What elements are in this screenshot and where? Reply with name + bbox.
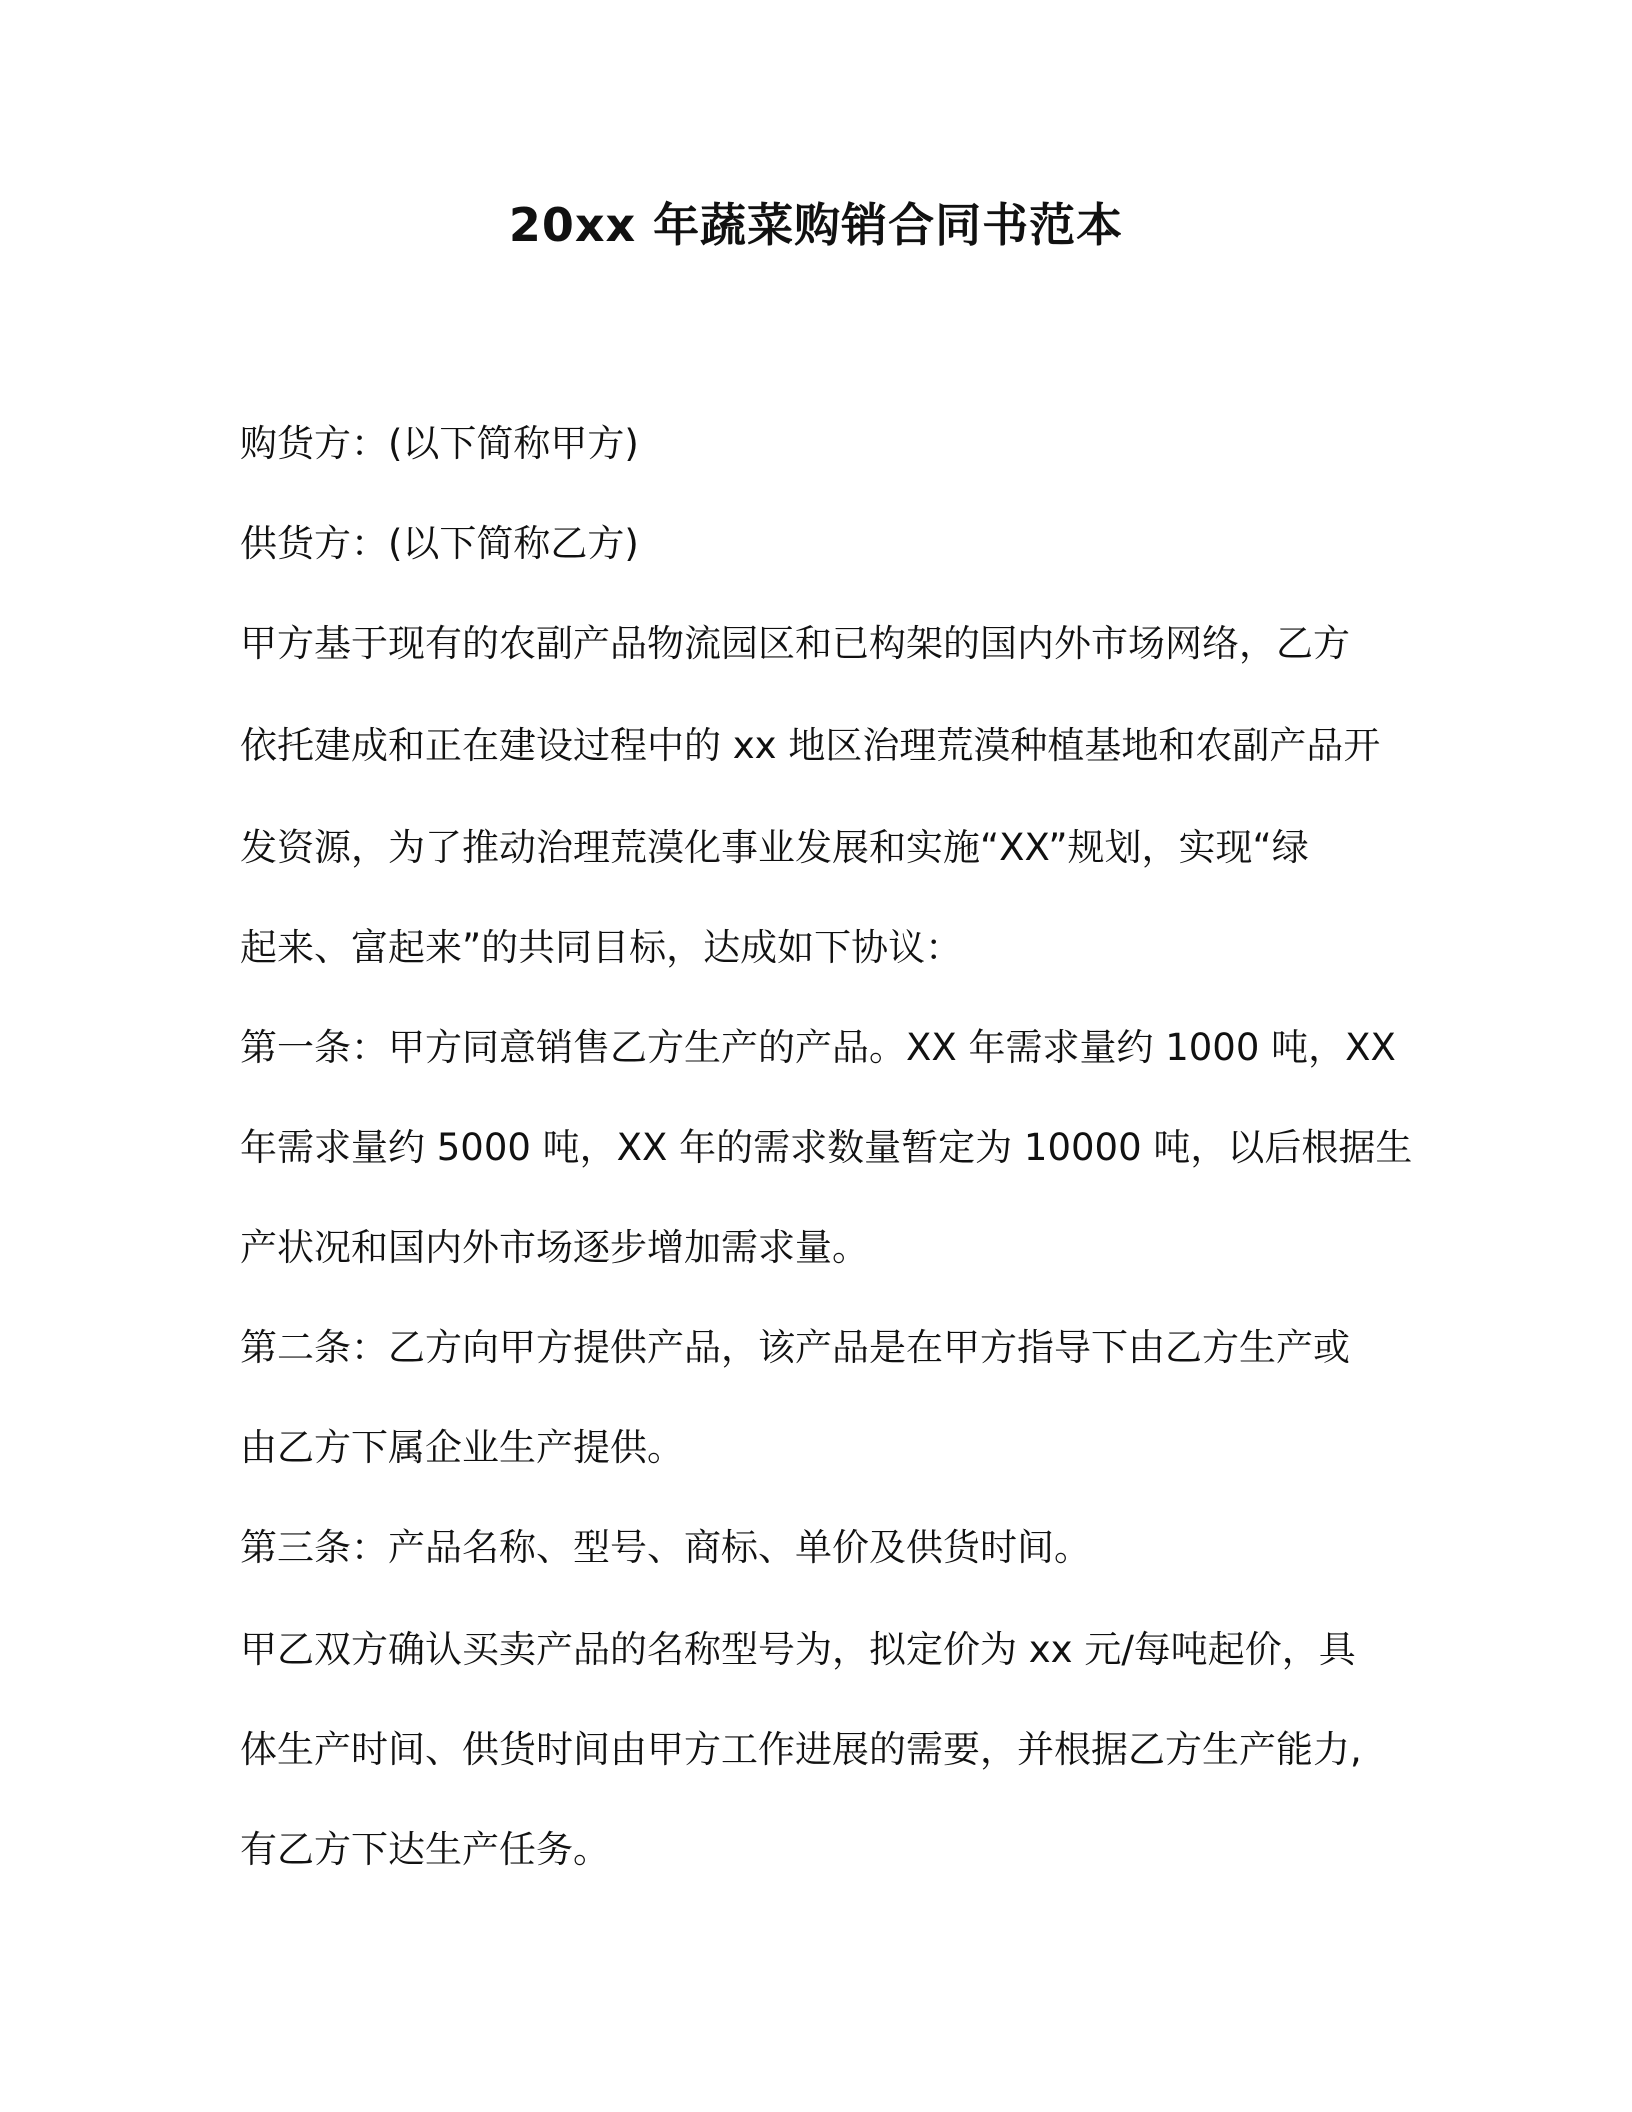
text-line-article-1: 第一条：甲方同意销售乙方生产的产品。XX 年需求量约 1000 吨，XX	[240, 1026, 1396, 1069]
text-line: 依托建成和正在建设过程中的 xx 地区治理荒漠种植基地和农副产品开	[240, 724, 1381, 767]
text-line: 由乙方下属企业生产提供。	[240, 1426, 684, 1469]
text-line-seller: 供货方：(以下简称乙方)	[240, 522, 639, 565]
text-line-article-3: 第三条：产品名称、型号、商标、单价及供货时间。	[240, 1526, 1091, 1569]
text-line: 体生产时间、供货时间由甲方工作进展的需要，并根据乙方生产能力,	[240, 1728, 1362, 1771]
text-line-buyer: 购货方：(以下简称甲方)	[240, 422, 639, 465]
text-line: 起来、富起来”的共同目标，达成如下协议：	[240, 926, 963, 969]
document-title: 20xx 年蔬菜购销合同书范本	[508, 198, 1124, 252]
text-line: 年需求量约 5000 吨，XX 年的需求数量暂定为 10000 吨，以后根据生	[240, 1126, 1413, 1169]
text-line: 产状况和国内外市场逐步增加需求量。	[240, 1226, 869, 1269]
text-line-article-2: 第二条：乙方向甲方提供产品，该产品是在甲方指导下由乙方生产或	[240, 1326, 1350, 1369]
text-line: 发资源，为了推动治理荒漠化事业发展和实施“XX”规划，实现“绿	[240, 826, 1309, 869]
document-body	[240, 420, 1413, 1874]
text-line: 甲乙双方确认买卖产品的名称型号为，拟定价为 xx 元/每吨起价，具	[240, 1628, 1356, 1671]
text-line: 有乙方下达生产任务。	[240, 1828, 610, 1871]
text-line: 甲方基于现有的农副产品物流园区和已构架的国内外市场网络，乙方	[240, 622, 1350, 665]
